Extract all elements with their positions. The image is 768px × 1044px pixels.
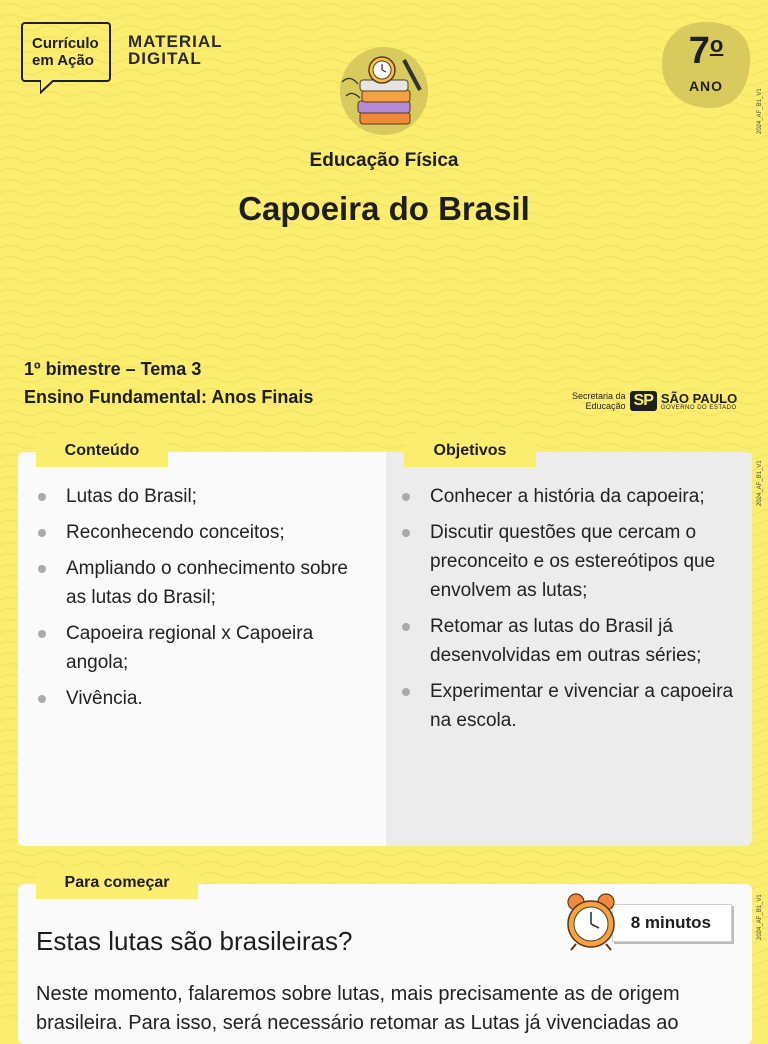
bimestre-label: 1º bimestre – Tema 3 xyxy=(24,359,202,379)
list-item-text: Ampliando o conhecimento sobre as lutas do Brasil; xyxy=(66,558,349,608)
grade-digit: 7 xyxy=(688,30,710,72)
logo-line-2: em Ação xyxy=(32,52,94,69)
list-item-text: Conhecer a história da capoeira; xyxy=(430,486,705,507)
grade-label: ANO xyxy=(688,78,724,94)
list-item xyxy=(36,619,366,677)
list-item xyxy=(36,518,366,547)
subject-heading: Educação Física xyxy=(309,150,459,171)
alarm-clock-icon xyxy=(562,890,620,952)
material-line-1: MATERIAL xyxy=(128,32,223,51)
list-item-text: Capoeira regional x Capoeira angola; xyxy=(66,623,314,673)
list-item xyxy=(400,518,740,605)
conteudo-tab: Conteúdo xyxy=(36,434,168,467)
curriculo-em-acao-logo xyxy=(21,22,111,82)
sp-name: SÃO PAULO xyxy=(660,390,738,406)
list-item xyxy=(36,554,366,612)
books-clock-illustration xyxy=(336,44,436,138)
grade-number xyxy=(660,30,752,73)
level-label: Ensino Fundamental: Anos Finais xyxy=(24,387,314,407)
sao-paulo-logo xyxy=(572,388,737,414)
list-item xyxy=(400,482,740,511)
sp-gov: GOVERNO DO ESTADO xyxy=(660,404,737,411)
secretaria-text xyxy=(572,391,626,411)
page-title: Capoeira do Brasil xyxy=(238,190,530,227)
objetivos-list xyxy=(400,482,740,742)
list-item xyxy=(400,677,740,735)
list-item-text: Vivência. xyxy=(66,688,143,709)
list-item-text: Reconhecendo conceitos; xyxy=(66,522,285,543)
list-item xyxy=(400,612,740,670)
bullet-icon xyxy=(402,623,410,631)
bullet-icon xyxy=(402,529,410,537)
secretaria-line-2: Educação xyxy=(585,401,626,411)
list-item-text: Lutas do Brasil; xyxy=(66,486,197,507)
sp-mark-icon: SP xyxy=(630,391,657,411)
section-question-title: Estas lutas são brasileiras? xyxy=(36,926,353,956)
material-line-2: DIGITAL xyxy=(128,49,202,68)
side-code-middle: 2024_AF_B1_V1 xyxy=(757,460,763,506)
list-item xyxy=(36,482,366,511)
para-comecar-tab: Para começar xyxy=(36,866,198,899)
bullet-icon xyxy=(402,688,410,696)
bullet-icon xyxy=(38,493,46,501)
logo-line-1: Currículo xyxy=(32,35,99,52)
side-code-top: 2024_AF_B1_V1 xyxy=(757,88,763,134)
conteudo-list xyxy=(36,482,366,720)
bullet-icon xyxy=(38,630,46,638)
speech-tail-icon xyxy=(40,80,58,94)
intro-paragraph: Neste momento, falaremos sobre lutas, mais precisamente as de origem brasileira. Para isso, será necessário retomar as Lutas já vivenciadas ao xyxy=(36,983,680,1034)
list-item-text: Retomar as lutas do Brasil já desenvolvidas em outras séries; xyxy=(430,616,702,666)
bullet-icon xyxy=(38,529,46,537)
secretaria-line-1: Secretaria da xyxy=(572,391,626,401)
objetivos-tab: Objetivos xyxy=(404,434,536,467)
bullet-icon xyxy=(38,695,46,703)
timer-badge: 8 minutos xyxy=(612,904,732,942)
bullet-icon xyxy=(402,493,410,501)
sp-name-block xyxy=(661,392,737,411)
list-item xyxy=(36,684,366,713)
material-digital-label xyxy=(128,33,223,67)
bullet-icon xyxy=(38,565,46,573)
list-item-text: Experimentar e vivenciar a capoeira na escola. xyxy=(430,681,734,731)
list-item-text: Discutir questões que cercam o preconceito e os estereótipos que envolvem as lutas; xyxy=(430,522,716,601)
side-code-bottom: 2024_AF_B1_V1 xyxy=(757,894,763,940)
grade-ordinal: o xyxy=(709,32,724,57)
